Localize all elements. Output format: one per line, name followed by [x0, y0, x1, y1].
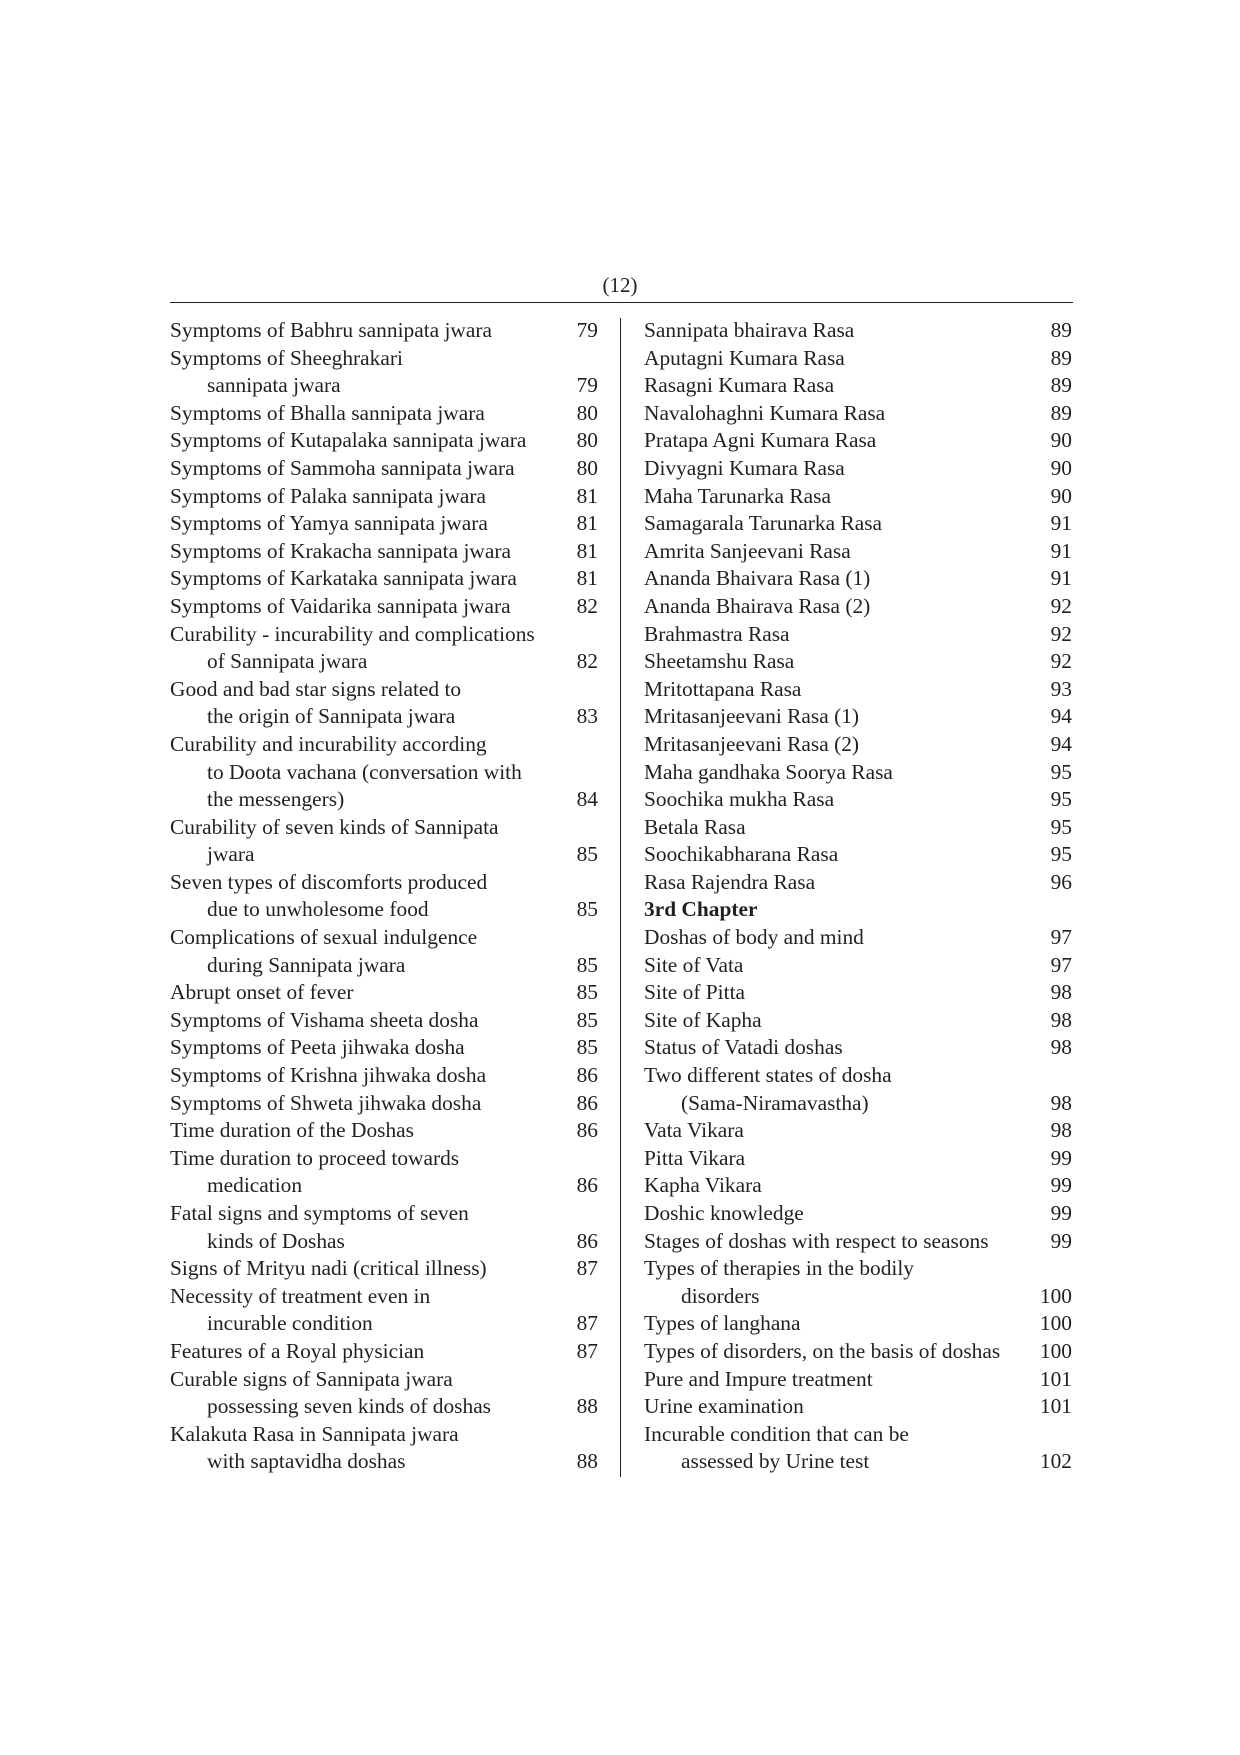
toc-entry-page: 89 [1050, 400, 1072, 425]
toc-entry-page: 97 [1050, 925, 1072, 950]
toc-entry [170, 1283, 598, 1338]
toc-entry-page: 82 [576, 593, 598, 618]
toc-entry-title: Pratapa Agni Kumara Rasa [644, 428, 877, 453]
toc-entry [644, 1007, 1072, 1035]
column-divider [620, 318, 621, 1477]
toc-entry-title: Signs of Mrityu nadi (critical illness) [170, 1256, 487, 1281]
toc-entry-page: 85 [576, 897, 598, 922]
toc-entry-title: Symptoms of Vishama sheeta dosha [170, 1007, 479, 1032]
toc-entry-page: 85 [576, 1035, 598, 1060]
toc-entry-title: Kalakuta Rasa in Sannipata jwara [170, 1421, 459, 1446]
toc-entry-page: 80 [576, 455, 598, 480]
toc-entry-title: incurable condition [207, 1311, 373, 1336]
toc-entry [644, 400, 1072, 428]
toc-entry-title: Symptoms of Babhru sannipata jwara [170, 318, 492, 342]
toc-entry-page: 101 [1039, 1366, 1072, 1391]
toc-entry [644, 1228, 1072, 1256]
toc-entry-page: 91 [1050, 566, 1072, 591]
toc-entry-title: Urine examination [644, 1394, 804, 1419]
toc-entry-title: Symptoms of Krakacha sannipata jwara [170, 538, 511, 563]
toc-entry-page: 99 [1050, 1145, 1072, 1170]
toc-entry-page: 81 [576, 483, 598, 508]
toc-entry [170, 1090, 598, 1118]
toc-entry-title: Brahmastra Rasa [644, 621, 790, 646]
toc-entry-title: Necessity of treatment even in [170, 1283, 431, 1308]
header-rule [170, 302, 1073, 303]
toc-entry [170, 1117, 598, 1145]
toc-entry-title: Doshic knowledge [644, 1201, 804, 1225]
toc-entry [170, 869, 598, 924]
toc-entry-page: 92 [1050, 621, 1072, 646]
toc-entry-title: Site of Kapha [644, 1007, 762, 1032]
toc-entry-page: 86 [576, 1063, 598, 1088]
toc-right-column [644, 317, 1072, 1476]
toc-entry-page: 81 [576, 511, 598, 536]
toc-entry [644, 703, 1072, 731]
toc-entry-title: Symptoms of Krishna jihwaka dosha [170, 1063, 487, 1088]
toc-entry [644, 483, 1072, 511]
toc-entry [170, 1200, 598, 1255]
toc-entry-page: 86 [576, 1228, 598, 1253]
toc-entry-title: Fatal signs and symptoms of seven [170, 1201, 469, 1225]
toc-entry [170, 510, 598, 538]
toc-entry-title: Betala Rasa [644, 814, 746, 839]
toc-entry-page: 99 [1050, 1173, 1072, 1198]
toc-entry-title: possessing seven kinds of doshas [207, 1394, 492, 1419]
toc-entry [644, 1117, 1072, 1145]
toc-entry-title: of Sannipata jwara [207, 649, 368, 674]
toc-entry-page: 90 [1050, 428, 1072, 453]
toc-entry-page: 86 [576, 1090, 598, 1115]
toc-entry-title: Pure and Impure treatment [644, 1366, 873, 1391]
toc-entry-page: 91 [1050, 538, 1072, 563]
toc-entry-page: 85 [576, 980, 598, 1005]
toc-entry [170, 455, 598, 483]
toc-entry [644, 1255, 1072, 1310]
toc-entry [644, 1200, 1072, 1228]
toc-entry [170, 593, 598, 621]
toc-left-column [170, 317, 598, 1476]
toc-entry-title: Kapha Vikara [644, 1173, 762, 1198]
toc-entry [644, 1034, 1072, 1062]
toc-entry-page: 100 [1039, 1311, 1072, 1336]
toc-entry-title: Site of Pitta [644, 980, 746, 1005]
toc-entry [170, 676, 598, 731]
toc-entry-page: 88 [576, 1449, 598, 1474]
toc-entry-title: Symptoms of Kutapalaka sannipata jwara [170, 428, 527, 453]
toc-entry-page: 79 [576, 318, 598, 342]
toc-entry [644, 676, 1072, 704]
toc-entry [644, 952, 1072, 980]
chapter-heading [644, 896, 1072, 924]
toc-entry-title: Rasa Rajendra Rasa [644, 869, 816, 894]
toc-entry-title: medication [207, 1173, 303, 1198]
toc-entry-page: 88 [576, 1394, 598, 1419]
toc-entry-title: the messengers) [207, 787, 345, 812]
toc-entry-page: 95 [1050, 787, 1072, 812]
toc-entry-title: Mritasanjeevani Rasa (1) [644, 704, 860, 729]
toc-entry [644, 510, 1072, 538]
toc-entry [644, 648, 1072, 676]
toc-entry [170, 1062, 598, 1090]
toc-entry-title: Sheetamshu Rasa [644, 649, 795, 674]
toc-entry-title: Symptoms of Vaidarika sannipata jwara [170, 593, 511, 618]
toc-entry [644, 1062, 1072, 1117]
toc-entry [170, 979, 598, 1007]
toc-entry [644, 1393, 1072, 1421]
toc-entry-title: with saptavidha doshas [207, 1449, 406, 1474]
toc-entry-page: 101 [1039, 1394, 1072, 1419]
toc-entry-title: Abrupt onset of fever [170, 980, 354, 1005]
toc-entry-title: Mritottapana Rasa [644, 676, 802, 701]
toc-entry-title: Sannipata bhairava Rasa [644, 318, 855, 342]
toc-entry-title: Symptoms of Karkataka sannipata jwara [170, 566, 517, 591]
toc-entry [644, 924, 1072, 952]
toc-entry [170, 538, 598, 566]
toc-entry-page: 89 [1050, 345, 1072, 370]
toc-entry-page: 90 [1050, 455, 1072, 480]
toc-entry [644, 841, 1072, 869]
toc-entry [170, 1255, 598, 1283]
toc-entry-title: Pitta Vikara [644, 1145, 746, 1170]
toc-entry-page: 102 [1039, 1449, 1072, 1474]
toc-entry [170, 814, 598, 869]
toc-entry-title: assessed by Urine test [681, 1449, 870, 1474]
toc-entry-title: Maha gandhaka Soorya Rasa [644, 759, 893, 784]
toc-entry-title: sannipata jwara [207, 373, 341, 398]
toc-entry-page: 81 [576, 566, 598, 591]
toc-entry-page: 99 [1050, 1228, 1072, 1253]
toc-entry-page: 79 [576, 373, 598, 398]
toc-entry-page: 85 [576, 1007, 598, 1032]
toc-entry [644, 1172, 1072, 1200]
toc-entry-title: Ananda Bhaivara Rasa (1) [644, 566, 871, 591]
toc-entry [170, 400, 598, 428]
toc-entry [170, 317, 598, 345]
toc-entry-page: 92 [1050, 593, 1072, 618]
toc-entry-title: Soochika mukha Rasa [644, 787, 835, 812]
toc-entry-title: Types of disorders, on the basis of doshas [644, 1338, 1001, 1363]
toc-entry-page: 93 [1050, 676, 1072, 701]
toc-entry-title: Types of therapies in the bodily [644, 1256, 914, 1281]
toc-entry-title: Symptoms of Sammoha sannipata jwara [170, 455, 515, 480]
toc-entry-title: Status of Vatadi doshas [644, 1035, 843, 1060]
toc-entry-title: 3rd Chapter [644, 897, 758, 922]
toc-entry-page: 99 [1050, 1201, 1072, 1225]
toc-entry [644, 731, 1072, 759]
toc-entry-title: Symptoms of Sheeghrakari [170, 345, 403, 370]
toc-entry-title: Mritasanjeevani Rasa (2) [644, 731, 860, 756]
toc-entry-page: 85 [576, 842, 598, 867]
toc-entry-page: 92 [1050, 649, 1072, 674]
toc-entry [170, 483, 598, 511]
toc-entry-title: Symptoms of Shweta jihwaka dosha [170, 1090, 482, 1115]
toc-entry [170, 1145, 598, 1200]
toc-entry-title: Soochikabharana Rasa [644, 842, 839, 867]
toc-entry-page: 98 [1050, 1118, 1072, 1143]
toc-entry-title: jwara [207, 842, 255, 867]
toc-entry-title: Stages of doshas with respect to seasons [644, 1228, 989, 1253]
toc-entry [170, 731, 598, 814]
toc-entry-title: to Doota vachana (conversation with [207, 759, 522, 784]
toc-entry [644, 565, 1072, 593]
toc-entry [170, 924, 598, 979]
toc-entry-title: Vata Vikara [644, 1118, 744, 1143]
toc-entry [170, 621, 598, 676]
toc-entry-page: 85 [576, 952, 598, 977]
toc-entry-page: 98 [1050, 1035, 1072, 1060]
toc-entry-page: 98 [1050, 1090, 1072, 1115]
toc-entry-title: Doshas of body and mind [644, 925, 864, 950]
toc-entry-title: Symptoms of Yamya sannipata jwara [170, 511, 488, 536]
toc-entry-title: Features of a Royal physician [170, 1338, 425, 1363]
toc-entry [644, 1338, 1072, 1366]
toc-entry-page: 90 [1050, 483, 1072, 508]
toc-entry [170, 1366, 598, 1421]
toc-entry [644, 317, 1072, 345]
toc-entry-page: 100 [1039, 1283, 1072, 1308]
toc-entry-page: 96 [1050, 869, 1072, 894]
toc-entry [644, 814, 1072, 842]
toc-entry-page: 91 [1050, 511, 1072, 536]
toc-entry [644, 979, 1072, 1007]
toc-entry-page: 82 [576, 649, 598, 674]
toc-entry-page: 89 [1050, 318, 1072, 342]
toc-entry-title: Ananda Bhairava Rasa (2) [644, 593, 871, 618]
toc-entry-title: Curability - incurability and complications [170, 621, 535, 646]
toc-entry [644, 593, 1072, 621]
toc-entry-title: Rasagni Kumara Rasa [644, 373, 835, 398]
toc-entry [170, 427, 598, 455]
toc-entry-page: 87 [576, 1311, 598, 1336]
toc-entry-title: Good and bad star signs related to [170, 676, 462, 701]
toc-entry-title: Complications of sexual indulgence [170, 925, 478, 950]
toc-entry-page: 86 [576, 1173, 598, 1198]
toc-entry-title: Aputagni Kumara Rasa [644, 345, 845, 370]
toc-entry-title: Symptoms of Peeta jihwaka dosha [170, 1035, 465, 1060]
toc-entry [644, 621, 1072, 649]
toc-entry-page: 97 [1050, 952, 1072, 977]
toc-entry-title: the origin of Sannipata jwara [207, 704, 456, 729]
toc-entry-title: Curability and incurability according [170, 731, 487, 756]
toc-entry-title: kinds of Doshas [207, 1228, 345, 1253]
toc-entry-title: Navalohaghni Kumara Rasa [644, 400, 886, 425]
toc-entry-page: 80 [576, 428, 598, 453]
toc-entry [170, 1007, 598, 1035]
toc-entry-page: 94 [1050, 731, 1072, 756]
toc-entry-page: 84 [576, 787, 598, 812]
toc-entry-title: Maha Tarunarka Rasa [644, 483, 831, 508]
toc-entry-title: Curable signs of Sannipata jwara [170, 1366, 453, 1391]
toc-entry-page: 95 [1050, 842, 1072, 867]
toc-entry-title: Time duration to proceed towards [170, 1145, 460, 1170]
toc-entry [644, 455, 1072, 483]
toc-entry-page: 80 [576, 400, 598, 425]
toc-entry [170, 1034, 598, 1062]
toc-entry [644, 786, 1072, 814]
toc-entry-page: 94 [1050, 704, 1072, 729]
toc-entry-page: 100 [1039, 1338, 1072, 1363]
toc-entry-title: Divyagni Kumara Rasa [644, 455, 845, 480]
toc-entry-title: disorders [681, 1283, 760, 1308]
toc-entry-title: Seven types of discomforts produced [170, 869, 488, 894]
toc-entry [644, 759, 1072, 787]
page-number: (12) [602, 273, 638, 297]
toc-entry-title: Symptoms of Bhalla sannipata jwara [170, 400, 485, 425]
toc-entry-title: during Sannipata jwara [207, 952, 406, 977]
toc-entry [170, 565, 598, 593]
toc-entry [644, 1145, 1072, 1173]
toc-entry-page: 98 [1050, 1007, 1072, 1032]
toc-entry [644, 372, 1072, 400]
toc-entry-title: Symptoms of Palaka sannipata jwara [170, 483, 487, 508]
toc-entry-page: 89 [1050, 373, 1072, 398]
toc-entry-page: 83 [576, 704, 598, 729]
toc-entry [644, 869, 1072, 897]
toc-entry [644, 1421, 1072, 1476]
toc-entry [644, 427, 1072, 455]
toc-entry-title: Time duration of the Doshas [170, 1118, 414, 1143]
toc-entry [170, 345, 598, 400]
toc-entry [644, 1310, 1072, 1338]
toc-entry-page: 95 [1050, 759, 1072, 784]
toc-entry [644, 345, 1072, 373]
toc-entry-page: 81 [576, 538, 598, 563]
toc-entry-title: Samagarala Tarunarka Rasa [644, 511, 883, 536]
toc-entry-title: Site of Vata [644, 952, 744, 977]
toc-entry [644, 538, 1072, 566]
toc-entry-title: due to unwholesome food [207, 897, 429, 922]
toc-entry-title: Incurable condition that can be [644, 1421, 909, 1446]
toc-entry-title: Curability of seven kinds of Sannipata [170, 814, 499, 839]
toc-entry [170, 1421, 598, 1476]
toc-entry-page: 86 [576, 1118, 598, 1143]
toc-entry-title: Amrita Sanjeevani Rasa [644, 538, 851, 563]
toc-entry-title: Two different states of dosha [644, 1063, 892, 1088]
toc-entry-page: 95 [1050, 814, 1072, 839]
toc-entry-title: (Sama-Niramavastha) [681, 1090, 869, 1115]
toc-entry-page: 87 [576, 1338, 598, 1363]
toc-entry-page: 87 [576, 1256, 598, 1281]
toc-entry-title: Types of langhana [644, 1311, 801, 1336]
toc-entry [644, 1366, 1072, 1394]
toc-entry [170, 1338, 598, 1366]
toc-entry-page: 98 [1050, 980, 1072, 1005]
